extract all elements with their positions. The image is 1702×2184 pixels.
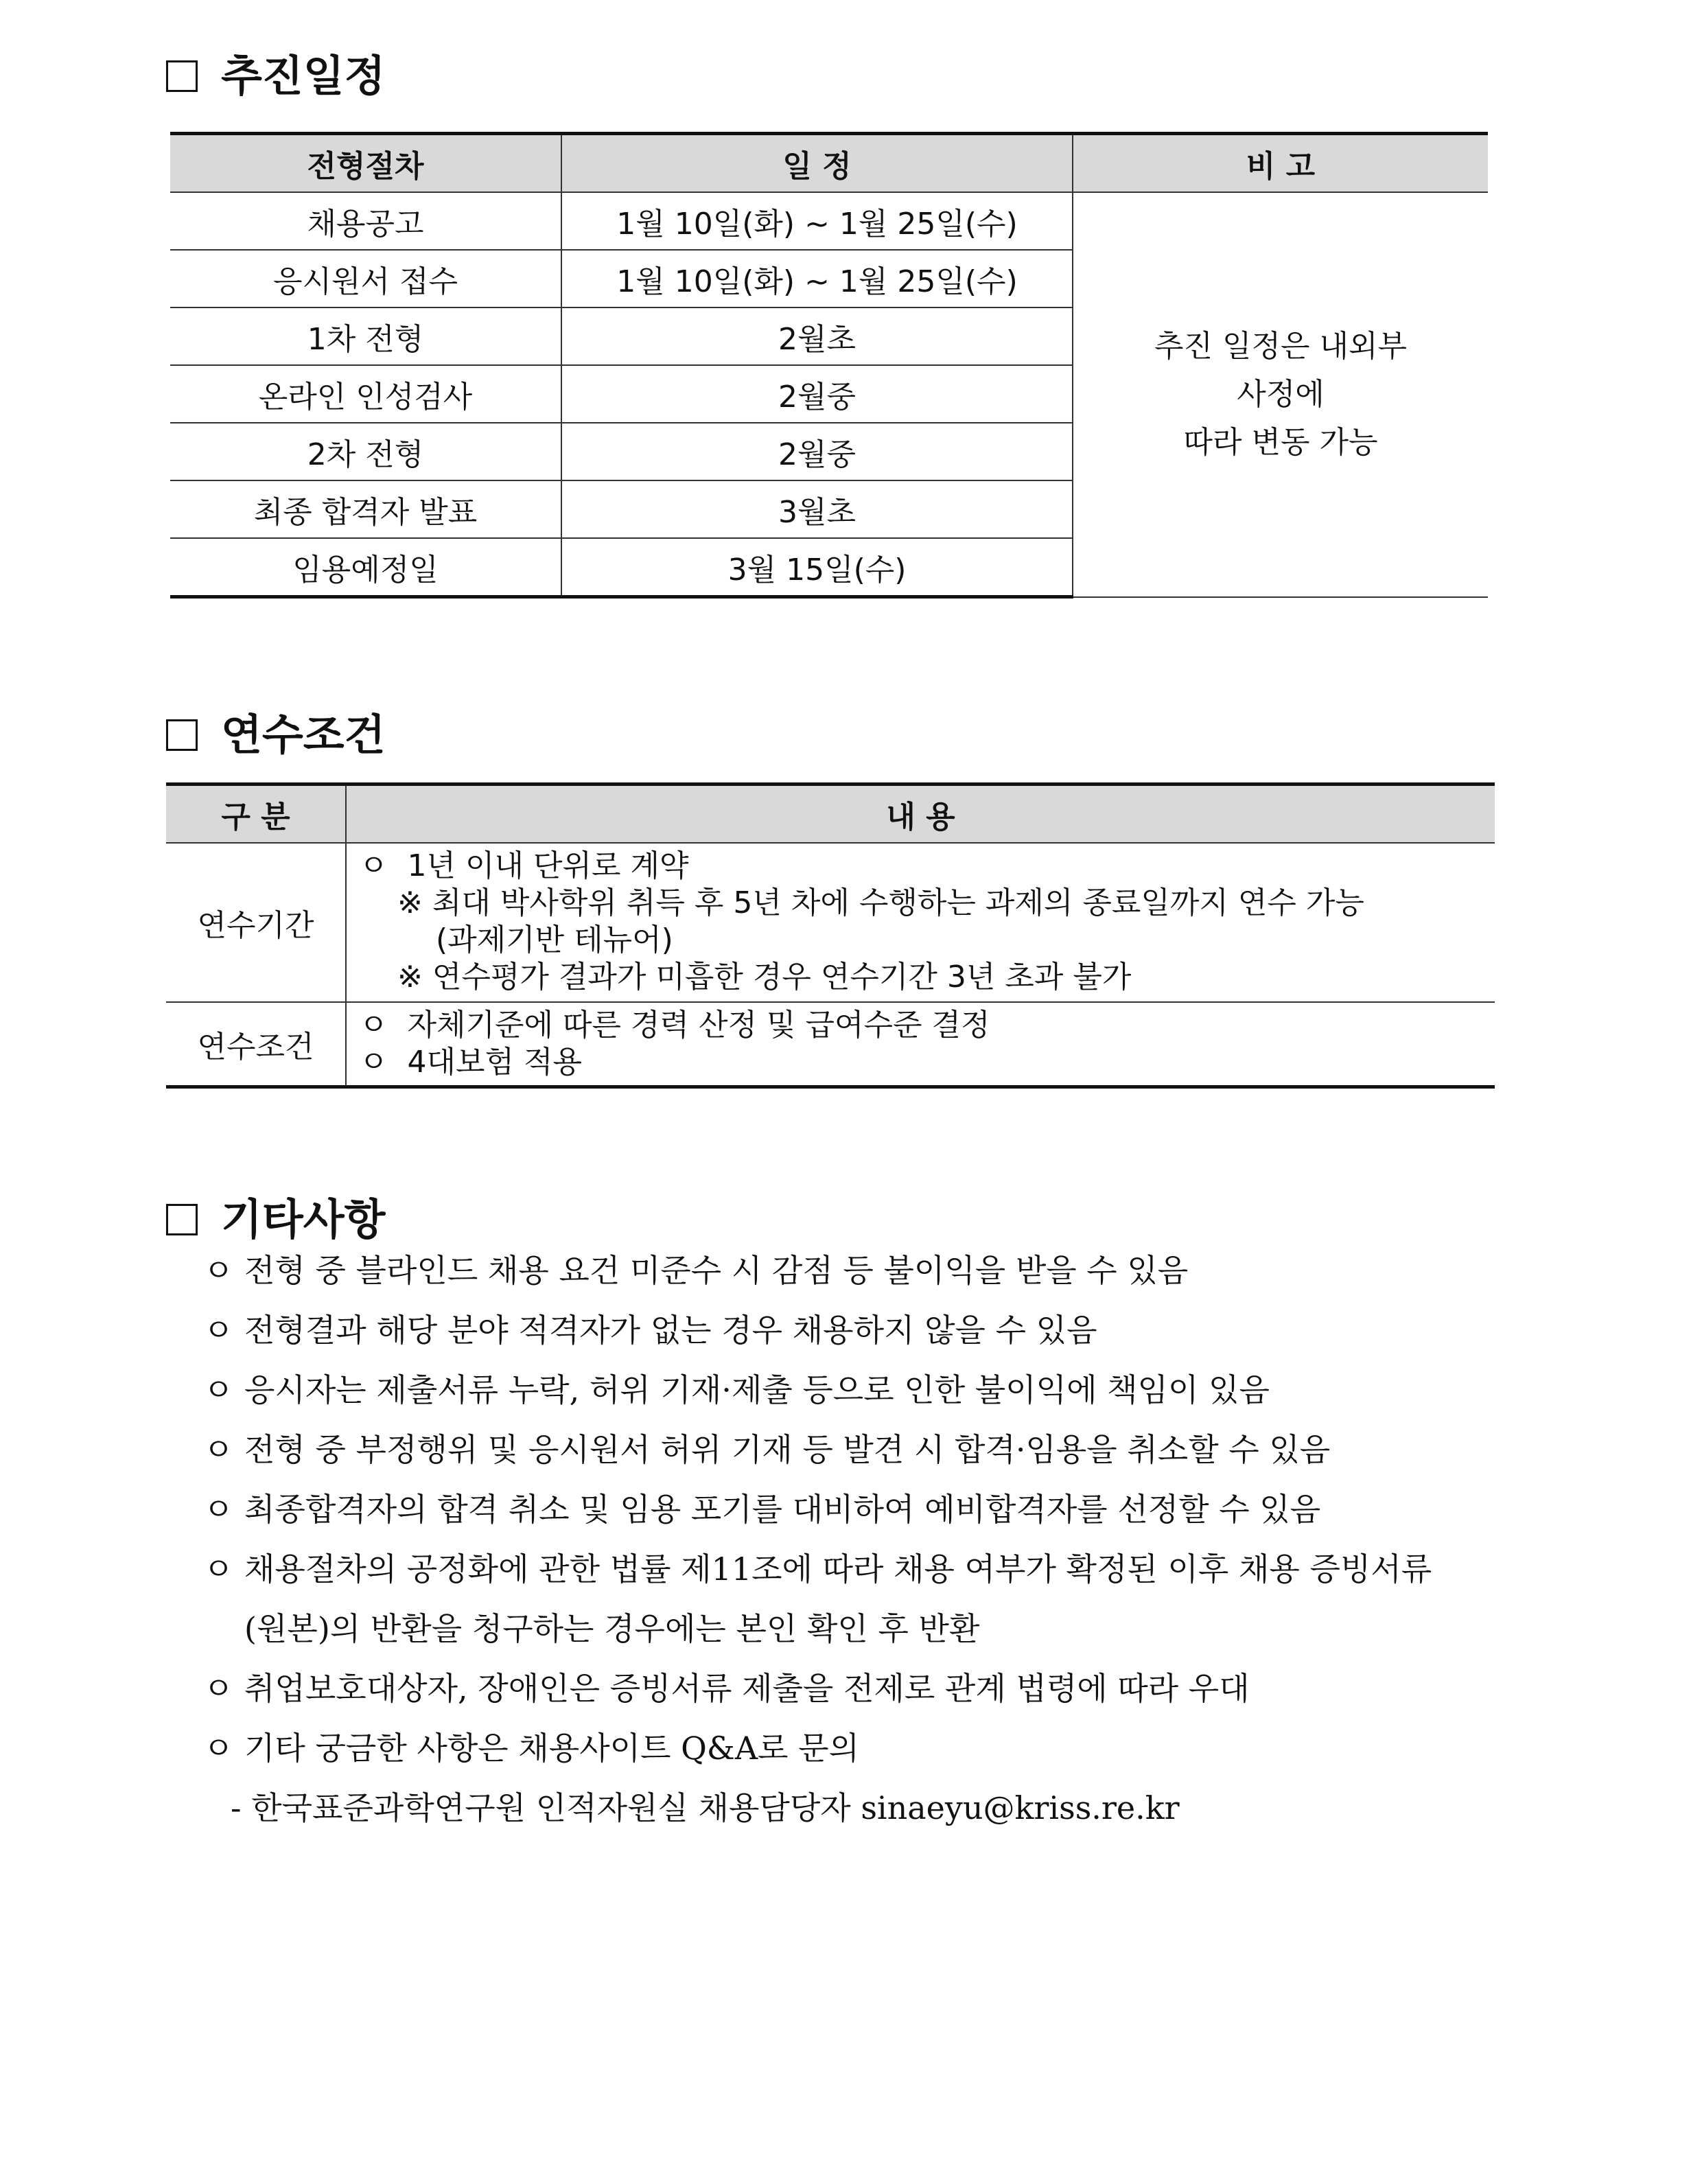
section-title-schedule [166,51,386,101]
header-category: 구 분 [166,785,346,844]
bullet-icon: ㅇ [203,1730,234,1767]
table-row [166,843,1495,1002]
bullet-icon: ㅇ [203,1252,234,1289]
cell-label-conditions: 연수조건 [166,1002,346,1087]
checkbox-square-icon [166,60,198,92]
content-line: (과제기반 테뉴어) [436,922,673,957]
cell-step: 채용공고 [170,192,561,250]
list-item-text: 전형 중 블라인드 채용 요건 미준수 시 감점 등 불이익을 받을 수 있음 [244,1252,1189,1289]
checkbox-square-icon [166,719,198,751]
section-title-training [166,710,386,760]
cell-label-period: 연수기간 [166,843,346,1002]
cell-date: 3월초 [561,480,1073,538]
table-row [170,192,1488,250]
list-item [203,1480,1576,1540]
cell-step: 1차 전형 [170,307,561,365]
content-line [359,1044,1495,1081]
bullet-icon: ㅇ [203,1431,234,1468]
contact-line: - 한국표준과학연구원 인적자원실 채용담당자 sinaeyu@kriss.re.kr [231,1789,1180,1826]
note-line: 따라 변동 가능 [1183,424,1378,460]
cell-content-period [346,843,1495,1002]
bullet-icon: ㅇ [203,1491,234,1528]
content-text: 4대보험 적용 [407,1045,582,1080]
content-line [359,1007,1495,1044]
training-table [166,782,1495,1089]
cell-step: 최종 합격자 발표 [170,480,561,538]
bullet-icon: ㅇ [203,1670,234,1707]
list-item [203,1540,1576,1599]
section-title-other [166,1194,386,1244]
section-title-text: 추진일정 [221,51,386,101]
content-line: ※ 최대 박사학위 취득 후 5년 차에 수행하는 과제의 종료일까지 연수 가능 [397,885,1364,920]
header-step: 전형절차 [170,134,561,193]
bullet-icon: ㅇ [203,1312,234,1349]
bullet-icon: ㅇ [359,1008,388,1043]
content-line [359,848,1495,885]
cell-step: 임용예정일 [170,538,561,597]
cell-step: 응시원서 접수 [170,250,561,307]
note-line: 추진 일정은 내외부 [1154,328,1407,364]
cell-step: 2차 전형 [170,423,561,480]
bullet-icon: ㅇ [203,1550,234,1588]
list-item [203,1420,1576,1480]
list-item [203,1719,1576,1778]
note-line: 사정에 [1237,376,1325,412]
content-text: 1년 이내 단위로 계약 [407,848,689,883]
list-item [203,1360,1576,1420]
cell-date: 2월중 [561,423,1073,480]
schedule-table [170,132,1488,599]
list-item [203,1301,1576,1360]
checkbox-square-icon [166,1204,198,1235]
list-item-text: 최종합격자의 합격 취소 및 임용 포기를 대비하여 예비합격자를 선정할 수 있음 [244,1491,1321,1528]
cell-date: 2월중 [561,365,1073,423]
cell-step: 온라인 인성검사 [170,365,561,423]
list-item-continuation: (원본)의 반환을 청구하는 경우에는 본인 확인 후 반환 [244,1610,980,1647]
header-date: 일 정 [561,134,1073,193]
table-header-row [166,785,1495,844]
list-item-text: 채용절차의 공정화에 관한 법률 제11조에 따라 채용 여부가 확정된 이후 채용 증빙서류 [244,1550,1432,1588]
bullet-icon: ㅇ [203,1371,234,1408]
cell-note [1073,192,1488,597]
list-item-text: 응시자는 제출서류 누락, 허위 기재·제출 등으로 인한 불이익에 책임이 있음 [244,1371,1270,1408]
table-header-row [170,134,1488,193]
list-item [203,1659,1576,1719]
list-item-text: 기타 궁금한 사항은 채용사이트 Q&A로 문의 [244,1730,859,1767]
cell-date: 1월 10일(화) ~ 1월 25일(수) [561,192,1073,250]
cell-date: 1월 10일(화) ~ 1월 25일(수) [561,250,1073,307]
table-row [166,1002,1495,1087]
bullet-icon: ㅇ [359,1045,388,1080]
section-title-text: 연수조건 [221,710,386,760]
list-item-text: 전형 중 부정행위 및 응시원서 허위 기재 등 발견 시 합격·임용을 취소할 수 있음 [244,1431,1331,1468]
content-text: 자체기준에 따른 경력 산정 및 급여수준 결정 [407,1008,990,1043]
other-list [203,1241,1576,1838]
header-note: 비 고 [1073,134,1488,193]
list-item-text: 전형결과 해당 분야 적격자가 없는 경우 채용하지 않을 수 있음 [244,1312,1097,1349]
content-line: ※ 연수평가 결과가 미흡한 경우 연수기간 3년 초과 불가 [397,960,1132,995]
list-item [203,1241,1576,1301]
bullet-icon: ㅇ [359,848,388,883]
section-title-text: 기타사항 [221,1194,386,1244]
cell-date: 3월 15일(수) [561,538,1073,597]
list-item-text: 취업보호대상자, 장애인은 증빙서류 제출을 전제로 관계 법령에 따라 우대 [244,1670,1250,1707]
header-content: 내 용 [346,785,1495,844]
cell-content-conditions [346,1002,1495,1087]
cell-date: 2월초 [561,307,1073,365]
